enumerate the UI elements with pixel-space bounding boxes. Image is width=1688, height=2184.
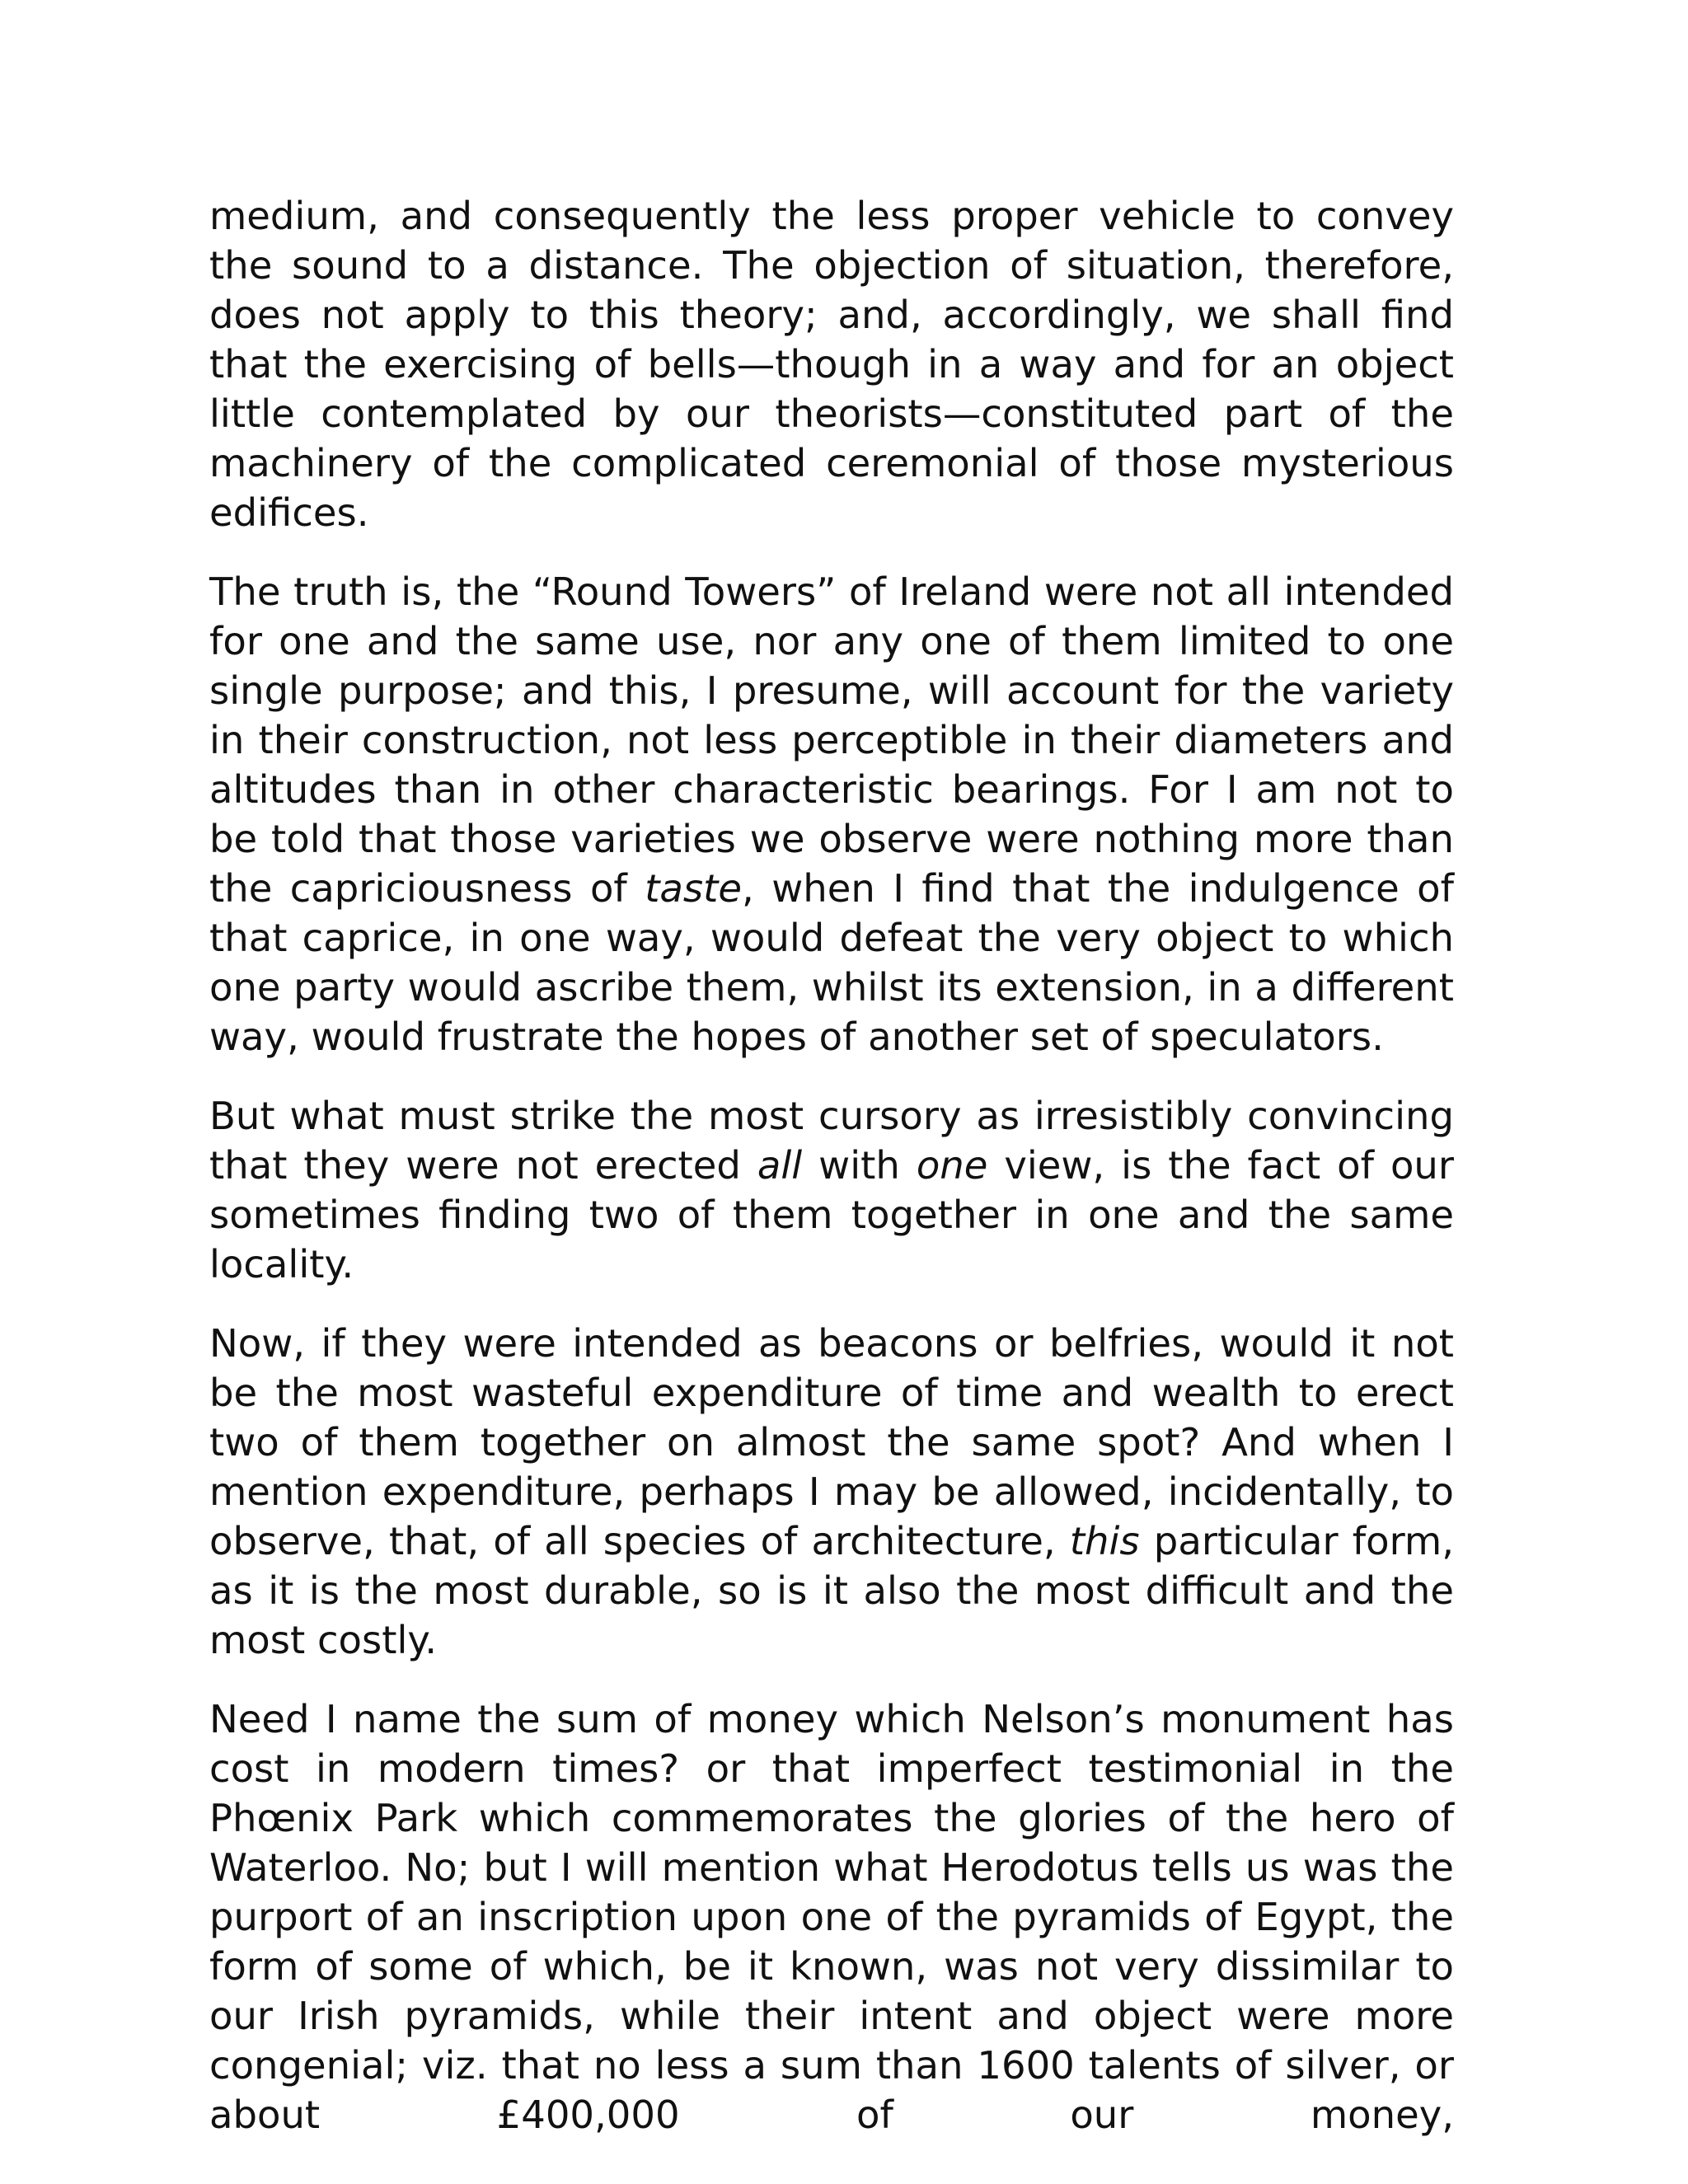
paragraph-3-text-b: with xyxy=(802,1143,917,1188)
book-page xyxy=(209,191,1454,2139)
paragraph-3 xyxy=(209,1091,1454,1289)
paragraph-3-text-a: But what must strike the most cursory as irresistibly convincing that they were not erected xyxy=(209,1094,1454,1188)
paragraph-4-text-b: particular form, as it is the most durable, so is it also the most difficult and the most costly. xyxy=(209,1519,1454,1662)
paragraph-2-text-a: The truth is, the “Round Towers” of Ireland were not all intended for one and the same use, nor any one of them limited to one single purpose; and this, I presume, will account for the variety in their construction, not less perceptible in their diameters and altitudes than in other characteristic bearings. For I am not to be told that those varieties we observe were nothing more than the capriciousness of xyxy=(209,569,1454,911)
paragraph-2 xyxy=(209,567,1454,1062)
italic-word-all: all xyxy=(757,1143,803,1188)
paragraph-4-text-a: Now, if they were intended as beacons or belfries, would it not be the most wasteful expenditure of time and wealth to erect two of them together on almost the same spot? And when I mention expenditure, perhaps I may be allowed, incidentally, to observe, that, of all species of architecture, xyxy=(209,1321,1454,1563)
paragraph-5-text: Need I name the sum of money which Nelson’s monument has cost in modern times? or that imperfect testimonial in the Phœnix Park which commemorates the glories of the hero of Waterloo. No; but I will mention what Herodotus tells us was the purport of an inscription upon one of the pyramids of Egypt, the form of some of which, be it known, was not very dissimilar to our Irish pyramids, while their intent and object were more congenial; viz. that no less a sum than 1600 talents of silver, or about £400,000 of our money, xyxy=(209,1697,1454,2137)
paragraph-1 xyxy=(209,191,1454,537)
italic-word-one: one xyxy=(916,1143,988,1188)
paragraph-3-text-c: view, is the fact of our sometimes finding two of them together in one and the same locality. xyxy=(209,1143,1455,1286)
paragraph-4 xyxy=(209,1319,1454,1665)
paragraph-2-text-b: , when I find that the indulgence of that caprice, in one way, would defeat the very object to which one party would ascribe them, whilst its extension, in a different way, would frustrate the hopes of another set of speculators. xyxy=(209,866,1454,1059)
paragraph-5 xyxy=(209,1694,1454,2139)
italic-word-this: this xyxy=(1069,1519,1140,1563)
paragraph-1-text: medium, and consequently the less proper vehicle to convey the sound to a distance. The objection of situation, therefore, does not apply to this theory; and, accordingly, we shall find that the exercising of bells—though in a way and for an object little contemplated by our theorists—constituted part of the machinery of the complicated ceremonial of those mysterious edifices. xyxy=(209,194,1454,535)
italic-word-taste: taste xyxy=(645,866,742,911)
